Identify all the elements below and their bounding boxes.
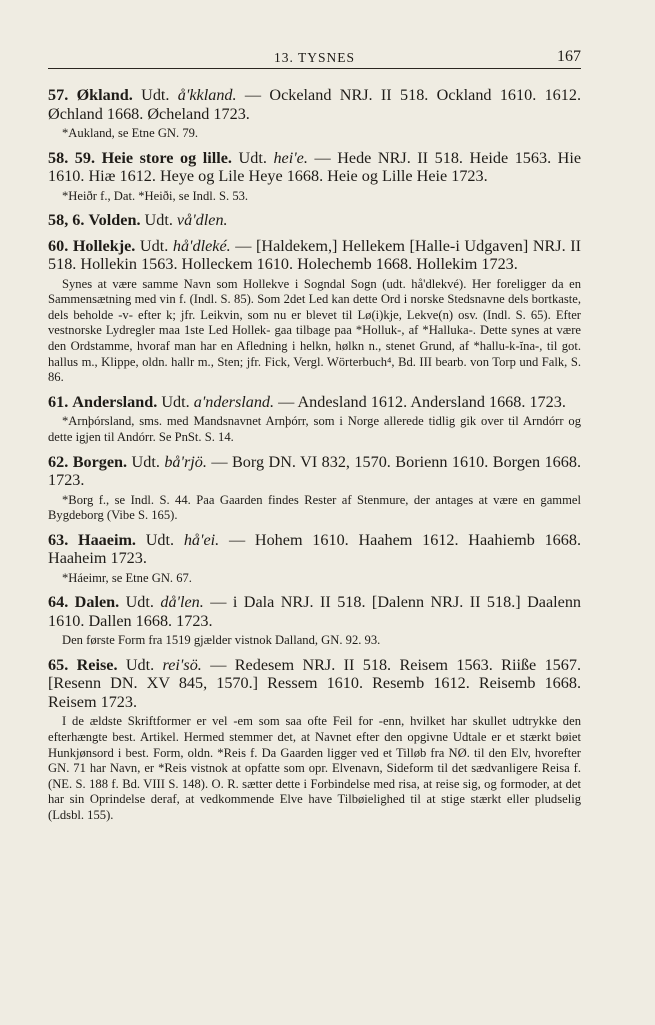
farm-name: Volden. [88, 211, 141, 230]
pronunciation: rei'sö. [162, 655, 202, 674]
historical-forms: — Redesem NRJ. II 518. Reisem 1563. Riiße 1567. [Resenn DN. XV 845, 1570.] Ressem 1610. Resemb 1612. Reisemb 1668. Reisem 1723. [48, 655, 582, 711]
entry-note: *Arnþórsland, sms. med Mandsnavnet Arnþórr, som i Norge allerede tidlig gik over til Arndórr og dette igjen til Andórr. Se PnSt. S. 14. [48, 414, 581, 444]
entry-number: 60. [48, 236, 69, 255]
chapter-title: 13. TYSNES [273, 50, 355, 65]
historical-forms: — [Haldekem,] Hellekem [Halle-i Udgaven] NRJ. II 518. Hollekin 1563. Holleckem 1610. Holechemb 1668. Hollekim 1723. [48, 236, 582, 274]
pronunciation: a'ndersland. [193, 392, 275, 411]
pronunciation-label: Udt. [145, 530, 175, 549]
entry-note: *Heiðr f., Dat. *Heiði, se Indl. S. 53. [62, 188, 249, 203]
entry-heading [48, 86, 581, 123]
pronunciation: hå'ei. [183, 530, 220, 549]
page-number: 167 [557, 48, 581, 65]
entry-number: 62. [48, 452, 69, 471]
entry-heading [48, 211, 581, 230]
pronunciation-label: Udt. [144, 211, 173, 230]
entry-note: *Borg f., se Indl. S. 44. Paa Gaarden findes Rester af Stenmure, der antages at være en gammel Bygdeborg (Vibe S. 165). [48, 492, 581, 523]
entry-heading [48, 453, 581, 490]
pronunciation-label: Udt. [238, 148, 267, 167]
entry-heading [48, 149, 581, 186]
running-header [48, 46, 581, 69]
pronunciation-label: Udt. [139, 236, 169, 255]
entry-note: *Háeimr, se Etne GN. 67. [62, 570, 192, 585]
entry-heading [48, 656, 581, 712]
entry-note: Synes at være samme Navn som Hollekve i Sogndal Sogn (udt. hå'dlekvé). Her foreligger da en Sammensætning med vin f. (Indl. S. 85). Som 2det Led kan dette Ord i norske Stedsnavne dels bortkaste, dels beholde -v- efter k; jfr. Leikvin, som nu er blevet til Lø(i)kje, Lekve(n) osv. (Indl. S. 65). Efter vestnorske Lydregler maa 1ste Led Hollek- gaa tilbage paa *Holluk-, af *Halluka-. Dette synes at være den Ordstamme, hvoraf man har en Afledning i helkn, hølkn n., stenet Grund, af *hallu-k-ĭna-, til got. hallus m., Klippe, oldn. hallr m., Sten; jfr. Fick, Vergl. Wörterbuch⁴, Bd. III bearb. von Torp und Falk, S. 86. [48, 276, 581, 385]
entry-number: 64. [48, 593, 69, 612]
entry-number: 58, 6. [48, 211, 85, 230]
historical-forms: — Andesland 1612. Andersland 1668. 1723. [274, 392, 566, 411]
entry-note: I de ældste Skriftformer er vel -em som saa ofte Feil for -enn, hvilket har skullet udtrykke den efterhængte best. Artikel. Hermed stemmer det, at Navnet efter den opgivne Udtale er et stærkt bøiet Hunkjønsord i best. Form, oldn. *Reis f. Da Gaarden ligger ved et Tilløb fra NØ. til den Elv, hvorefter GN. 71 har Navn, er *Reis vistnok at opfatte som opr. Elvenavn, Sideform til det sædvanligere Reisa f. (NE. S. 188 f. Bd. VIII S. 148). O. R. sætter dette i Forbindelse med risa, at reise sig, og formoder, at det har sin Oprindelse deraf, at vedkommende Elve have Tilbøielighed til at stige stærkt eller pludselig (Ldsbl. 155). [48, 714, 581, 822]
pronunciation-label: Udt. [131, 452, 160, 471]
pronunciation-label: Udt. [125, 593, 154, 612]
pronunciation-label: Udt. [161, 392, 190, 411]
entry [48, 593, 581, 649]
entry [48, 149, 581, 205]
entry [48, 393, 581, 446]
historical-forms: — Ockeland NRJ. II 518. Ockland 1610. 1612. Øchland 1668. Øcheland 1723. [48, 86, 582, 123]
entry-number: 58. 59. [48, 148, 96, 167]
pronunciation: å'kkland. [177, 86, 237, 104]
entry-number: 63. [48, 530, 69, 549]
entry [48, 86, 581, 142]
farm-name: Haaeim. [77, 530, 136, 549]
entry-heading [48, 237, 581, 274]
entry-heading [48, 393, 581, 412]
pronunciation-label: Udt. [141, 86, 170, 104]
entry-heading [48, 593, 581, 630]
historical-forms: — Borg DN. VI 832, 1570. Borienn 1610. Borgen 1668. 1723. [48, 452, 582, 490]
entry-number: 61. [48, 392, 69, 411]
historical-forms: — Hede NRJ. II 518. Heide 1563. Hie 1610. Hiæ 1612. Heye og Lile Heye 1668. Heie og Lille Heie 1723. [48, 148, 582, 186]
entry [48, 237, 581, 386]
pronunciation: bå'rjö. [164, 452, 207, 471]
pronunciation: hei'e. [273, 148, 308, 167]
entry [48, 453, 581, 524]
entry-note: *Aukland, se Etne GN. 79. [62, 126, 199, 140]
historical-forms: — i Dala NRJ. II 518. [Dalenn NRJ. II 518.] Daalenn 1610. Dallen 1668. 1723. [48, 593, 582, 630]
farm-name: Andersland. [72, 392, 158, 411]
farm-name: Hollekje. [72, 236, 136, 255]
pronunciation-label: Udt. [125, 655, 155, 674]
entries-list [48, 86, 581, 831]
entry [48, 211, 581, 230]
farm-name: Heie store og lille. [101, 148, 232, 167]
farm-name: Borgen. [72, 452, 128, 471]
historical-forms: — Hohem 1610. Haahem 1612. Haahiemb 1668. Haaheim 1723. [48, 530, 581, 568]
entry-number: 57. [48, 86, 69, 104]
farm-name: Dalen. [74, 593, 120, 612]
farm-name: Reise. [76, 655, 118, 674]
pronunciation: hå'dleké. [172, 236, 231, 255]
entry [48, 656, 581, 824]
pronunciation: vå'dlen. [176, 211, 228, 230]
farm-name: Økland. [76, 86, 133, 104]
entry-note: Den første Form fra 1519 gjælder vistnok Dalland, GN. 92. 93. [62, 633, 381, 648]
entry [48, 531, 581, 587]
pronunciation: då'len. [160, 593, 204, 612]
entry-heading [48, 531, 581, 568]
entry-number: 65. [48, 655, 69, 674]
